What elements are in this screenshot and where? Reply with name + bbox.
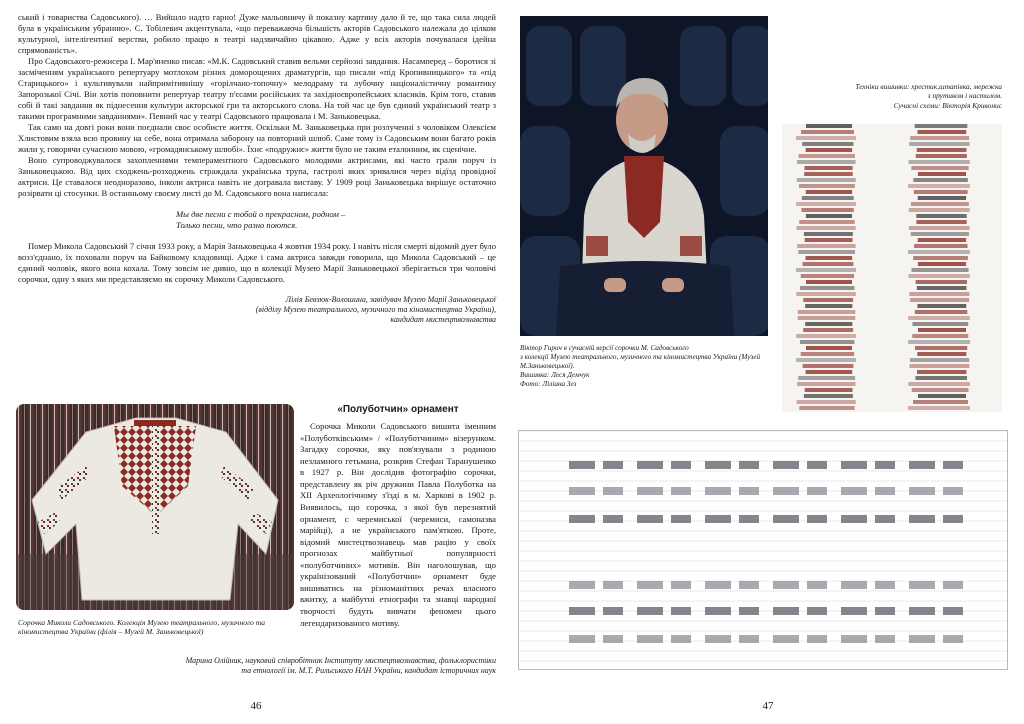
- pattern-stitch: [797, 226, 856, 230]
- pattern-motif: [739, 581, 759, 589]
- pattern-motif: [603, 461, 623, 469]
- pattern-motif: [841, 607, 867, 615]
- pattern-motif: [705, 581, 731, 589]
- pattern-stitch: [796, 202, 856, 206]
- portrait-caption: [520, 344, 768, 389]
- right-page: [512, 0, 1024, 724]
- pattern-motif: [569, 515, 595, 523]
- pattern-stitch: [909, 292, 969, 296]
- pattern-stitch: [799, 184, 855, 188]
- pattern-motif: [773, 461, 799, 469]
- pattern-stitch: [801, 274, 854, 278]
- ornament-section: [300, 404, 496, 629]
- pattern-motif: [739, 487, 759, 495]
- pattern-motif: [909, 461, 935, 469]
- pattern-motif: [875, 487, 895, 495]
- pattern-stitch: [803, 298, 853, 302]
- pattern-stitch: [913, 178, 967, 182]
- pattern-motif: [841, 461, 867, 469]
- paragraph-4: Воно супроводжувалося захопленнями темпераментного Садовського молодими актрисами, які часто грали поруч із Заньковецькою. Від цих сходжень-розходжень страждала українська трупа, гастролі яких зривалися через відїзд провідної актриси. Це ставалося неодноразово, інколи актриса навіть не догравала виставу. У 1909 році Заньковецька вирішує остаточно розірвати ці стосунки. В останньому своєму листі до М. Садовського вона написала:: [18, 155, 496, 198]
- pattern-motif: [569, 581, 595, 589]
- pattern-motif: [671, 461, 691, 469]
- pattern-stitch: [799, 406, 854, 410]
- pattern-motif: [637, 487, 663, 495]
- pattern-motif: [909, 581, 935, 589]
- pattern-stitch: [910, 136, 969, 140]
- pattern-motif: [739, 515, 759, 523]
- pattern-motif: [773, 581, 799, 589]
- pattern-motif: [943, 487, 963, 495]
- pattern-motif: [909, 635, 935, 643]
- pattern-stitch: [916, 154, 967, 158]
- pattern-motif: [705, 635, 731, 643]
- pattern-stitch: [911, 232, 969, 236]
- pattern-motif: [807, 487, 827, 495]
- pattern-stitch: [803, 328, 853, 332]
- caption-line: з прутиком і настилом.: [927, 91, 1002, 101]
- pattern-motif: [807, 581, 827, 589]
- pattern-stitch: [912, 334, 968, 338]
- pattern-motif: [841, 635, 867, 643]
- pattern-motif: [875, 461, 895, 469]
- pattern-stitch: [801, 130, 854, 134]
- pattern-stitch: [798, 250, 855, 254]
- pattern-stitch: [909, 364, 969, 368]
- signature-line: та етнології ім. М.Т. Рильського НАН України, кандидат історичних наук: [241, 666, 496, 676]
- pattern-motif: [909, 515, 935, 523]
- pattern-motif: [671, 635, 691, 643]
- pattern-motif: [705, 461, 731, 469]
- pattern-stitch: [802, 142, 853, 146]
- pattern-stitch: [804, 172, 853, 176]
- pattern-stitch: [916, 280, 967, 284]
- pattern-stitch: [917, 304, 966, 308]
- pattern-stitch: [805, 238, 853, 242]
- paragraph-1: ський і товариства Садовського). … Вийшло надто гарно! Дуже мальовничу й показну картину дало й те, що така сила людей була в українським убранню». С. Тобілевич акцентувала, «що переважаюча більшість акторів Садовського належала до цілком культурної, інтелігентної верстви, робило працю в театрі надзвичайно цікавою. Адже у всіх акторів почувалася ідейна спрямованість».: [18, 12, 496, 55]
- pattern-stitch: [917, 286, 967, 290]
- shirt-illustration: [16, 404, 294, 610]
- pattern-motif: [943, 461, 963, 469]
- horizontal-pattern-illustration: [519, 431, 1008, 670]
- pattern-stitch: [912, 322, 968, 326]
- pattern-stitch: [797, 244, 855, 248]
- section-title: «Полуботчин» орнамент: [337, 404, 459, 415]
- pattern-stitch: [798, 310, 856, 314]
- pattern-stitch: [915, 346, 967, 350]
- pattern-stitch: [806, 370, 853, 374]
- pattern-motif: [637, 635, 663, 643]
- pattern-motif: [875, 607, 895, 615]
- caption-line: Сучасні схеми: Вікторія Кривонис: [893, 100, 1002, 110]
- caption-line: Віктор Гирич в сучасній версії сорочки М. Садовського: [520, 344, 689, 352]
- pattern-motif: [875, 635, 895, 643]
- pattern-motif: [603, 635, 623, 643]
- article-text-top: [18, 12, 496, 325]
- pattern-motif: [671, 581, 691, 589]
- embroidery-scheme-vertical: [782, 124, 1002, 412]
- pattern-motif: [671, 515, 691, 523]
- pattern-stitch: [803, 364, 854, 368]
- poem-quote: [176, 209, 496, 231]
- portrait-photo: [520, 16, 768, 336]
- pattern-stitch: [911, 166, 968, 170]
- pattern-stitch: [908, 406, 970, 410]
- caption-line: Фото: Ліліана Зез: [520, 380, 577, 388]
- pattern-stitch: [797, 178, 856, 182]
- pattern-stitch: [913, 400, 968, 404]
- pattern-motif: [603, 515, 623, 523]
- pattern-stitch: [806, 214, 852, 218]
- pattern-stitch: [806, 346, 852, 350]
- pattern-stitch: [916, 214, 966, 218]
- pattern-stitch: [806, 256, 853, 260]
- pattern-stitch: [804, 232, 853, 236]
- pattern-motif: [807, 515, 827, 523]
- pattern-stitch: [914, 244, 967, 248]
- pattern-motif: [943, 515, 963, 523]
- pattern-stitch: [804, 166, 852, 170]
- pattern-stitch: [797, 400, 856, 404]
- pattern-stitch: [796, 334, 856, 338]
- pattern-stitch: [804, 394, 853, 398]
- pattern-stitch: [912, 388, 969, 392]
- poem-line: Только песни, что разно поются.: [176, 220, 298, 231]
- pattern-stitch: [912, 268, 969, 272]
- pattern-stitch: [917, 148, 967, 152]
- page-number: 47: [762, 700, 774, 712]
- caption-line: Вишивка: Леся Демчук: [520, 371, 590, 379]
- embroidery-scheme-horizontal: [518, 430, 1008, 670]
- pattern-motif: [841, 487, 867, 495]
- shirt-caption: Сорочка Миколи Садовського. Колекція Музею театрального, музичного та кіномистецтва України (філія – Музей М. Заньковецької): [18, 618, 266, 637]
- pattern-motif: [739, 635, 759, 643]
- shirt-photo: [16, 404, 294, 610]
- pattern-stitch: [806, 280, 852, 284]
- pattern-motif: [569, 487, 595, 495]
- ornament-paragraph: Сорочка Миколи Садовського вишита іменним «Полуботківським» / «Полуботчиним» візерунком. Загадку сорочки, яку пов'язували з родиною незламного гетьмана, розкрив Стефан Таранушенко в 1927 р. Він дослідив фотографію сорочки, представлену як річ дружини Павла Полуботка на XII Археологічному з'їзді в м. Харкові в 1902 р. Виявилось, що сорочка, з якої був перезнятий орнамент, с черемиської (черемиси, самоназва марійці), а не українського пам'яткою. Проте, відомий мистецтвознавець мав рацію у своїх прогнозах майбутньої популярності «полуботчиних» мотивів. Він наголошував, що українізований «Полуботчин» орнамент буде вишиватись на різноманітних речах власного вжитку, а майбутні етнографи та знавці народної творчості будуть вивчати феномен цього легендаризованого мотиву.: [300, 421, 496, 628]
- pattern-motif: [705, 487, 731, 495]
- pattern-stitch: [909, 226, 970, 230]
- pattern-motif: [569, 461, 595, 469]
- bottom-signature: [100, 656, 496, 677]
- pattern-stitch: [918, 328, 966, 332]
- pattern-motif: [773, 515, 799, 523]
- paragraph-3: Так само на довгі роки вони поєднали своє особисте життя. Оскільки М. Заньковецька при розлученні з чоловіком Олексієм Хлистовим взяла всю провину на себе, вона отримала заборону на повторний шлюб. Саме тому із Садовським вони багато років жили у, говорячи сучасною мовою, «громадянському шлюбі». Їхнє «подружнє» життя було не таким еталонним, як сценічне.: [18, 122, 496, 154]
- pattern-motif: [705, 607, 731, 615]
- pattern-stitch: [801, 352, 854, 356]
- pattern-stitch: [918, 394, 966, 398]
- pattern-stitch: [917, 352, 966, 356]
- pattern-stitch: [908, 274, 969, 278]
- pattern-motif: [875, 515, 895, 523]
- caption-line: з колекції Музею театрального, музичного та кіномистецтва України (Музей М.Заньковецької).: [520, 353, 761, 370]
- pattern-stitch: [908, 382, 969, 386]
- signature-line: (відділу Музею театрального, музичного та кіномистецтва України),: [255, 305, 496, 315]
- pattern-stitch: [914, 190, 968, 194]
- pattern-motif: [637, 461, 663, 469]
- pattern-stitch: [915, 310, 967, 314]
- pattern-stitch: [918, 262, 966, 266]
- pattern-motif: [569, 607, 595, 615]
- pattern-stitch: [806, 124, 852, 128]
- pattern-stitch: [908, 250, 970, 254]
- pattern-stitch: [805, 388, 853, 392]
- pattern-stitch: [796, 292, 856, 296]
- pattern-motif: [739, 461, 759, 469]
- pattern-stitch: [796, 136, 856, 140]
- pattern-motif: [773, 607, 799, 615]
- page-number: 46: [250, 700, 262, 712]
- portrait-illustration: [520, 16, 768, 336]
- author-signature: [18, 295, 496, 325]
- pattern-stitch: [913, 256, 968, 260]
- pattern-stitch: [802, 208, 854, 212]
- pattern-stitch: [917, 130, 966, 134]
- pattern-motif: [909, 607, 935, 615]
- poem-line: Мы две песни с тобой о прекрасном, родном –: [176, 209, 346, 219]
- vertical-pattern-illustration: [782, 124, 1002, 412]
- pattern-motif: [841, 581, 867, 589]
- pattern-stitch: [798, 376, 855, 380]
- pattern-stitch: [800, 286, 854, 290]
- caption-line: Техніки вишивки: хрестик,штапівка, мережка: [855, 82, 1002, 91]
- pattern-stitch: [908, 316, 970, 320]
- pattern-stitch: [910, 298, 969, 302]
- pattern-stitch: [918, 238, 966, 242]
- pattern-stitch: [798, 316, 856, 320]
- pattern-motif: [637, 515, 663, 523]
- pattern-motif: [841, 515, 867, 523]
- pattern-stitch: [806, 190, 852, 194]
- pattern-motif: [603, 607, 623, 615]
- pattern-stitch: [911, 202, 969, 206]
- pattern-stitch: [918, 172, 966, 176]
- pattern-stitch: [803, 262, 854, 266]
- pattern-motif: [637, 607, 663, 615]
- pattern-stitch: [797, 382, 855, 386]
- pattern-stitch: [916, 220, 966, 224]
- pattern-stitch: [909, 160, 970, 164]
- pattern-motif: [637, 581, 663, 589]
- pattern-motif: [807, 635, 827, 643]
- pattern-stitch: [915, 124, 968, 128]
- pattern-motif: [909, 487, 935, 495]
- pattern-stitch: [805, 304, 852, 308]
- pattern-stitch: [908, 184, 970, 188]
- pattern-stitch: [917, 370, 966, 374]
- pattern-motif: [773, 487, 799, 495]
- pattern-motif: [705, 515, 731, 523]
- pattern-stitch: [796, 358, 856, 362]
- pattern-motif: [603, 581, 623, 589]
- pattern-motif: [943, 607, 963, 615]
- pattern-stitch: [799, 220, 854, 224]
- pattern-stitch: [796, 268, 856, 272]
- pattern-stitch: [910, 358, 969, 362]
- signature-line: кандидат мистецтвознавства: [390, 315, 496, 325]
- pattern-stitch: [802, 196, 854, 200]
- pattern-stitch: [908, 340, 970, 344]
- pattern-stitch: [909, 142, 969, 146]
- pattern-motif: [671, 607, 691, 615]
- signature-line: Лілія Бевзюк-Волошина, завідувач Музею Марії Заньковецької: [285, 295, 496, 305]
- technique-caption: [782, 82, 1002, 110]
- pattern-motif: [569, 635, 595, 643]
- pattern-motif: [807, 461, 827, 469]
- signature-line: Марина Олійник, науковий співробітник Інституту мистецтвознавства, фольклористики: [185, 656, 496, 665]
- pattern-motif: [807, 607, 827, 615]
- pattern-motif: [603, 487, 623, 495]
- paragraph-2: Про Садовського-режисера І. Мар'яненко писав: «М.К. Садовський ставив вельми серйозні завдання. Насамперед – боротися зі засміченням українського репертуару мотлохом різних доморощених драматургів, що писали «під Кропивницького» та «під Старицького» і культивували найпримітивнішу «горілчано-топочну» мелодраму та лубочну націоналістичну романтику Запорозької Січі. Він хотів поповнити репертуар театру п'єсами російських та західноєвропейських класиків. Крім того, ставив собі й такі завдання як піднесення культури акторської гри та акторського слова. На той час це був єдиний український театр з такими програмними завданнями». Певний час у театрі Садовського працювала і М. Заньковецька.: [18, 56, 496, 121]
- pattern-motif: [739, 607, 759, 615]
- pattern-stitch: [799, 154, 855, 158]
- pattern-stitch: [805, 322, 852, 326]
- pattern-motif: [943, 635, 963, 643]
- pattern-stitch: [797, 160, 856, 164]
- pattern-motif: [943, 581, 963, 589]
- pattern-stitch: [918, 196, 966, 200]
- pattern-stitch: [909, 208, 970, 212]
- pattern-stitch: [915, 376, 967, 380]
- pattern-motif: [875, 581, 895, 589]
- pattern-motif: [773, 635, 799, 643]
- paragraph-5: Помер Микола Садовський 7 січня 1933 року, а Марія Заньковецька 4 жовтня 1934 року. І навіть після смерті відомий дует було возз'єднано, їх поховали поруч на Байковому кладовищі. Адже і сама актриса завжди говорила, що Микола Садовський – це єдиний чоловік, якого вона кохала. Тому зовсім не дивно, що в колекції Музею Марії Заньковецької зберігається три чоловічі сорочки, одну з яких ми представляємо як сорочку Миколи Садовського.: [18, 241, 497, 285]
- pattern-stitch: [800, 340, 854, 344]
- pattern-motif: [671, 487, 691, 495]
- pattern-stitch: [806, 148, 852, 152]
